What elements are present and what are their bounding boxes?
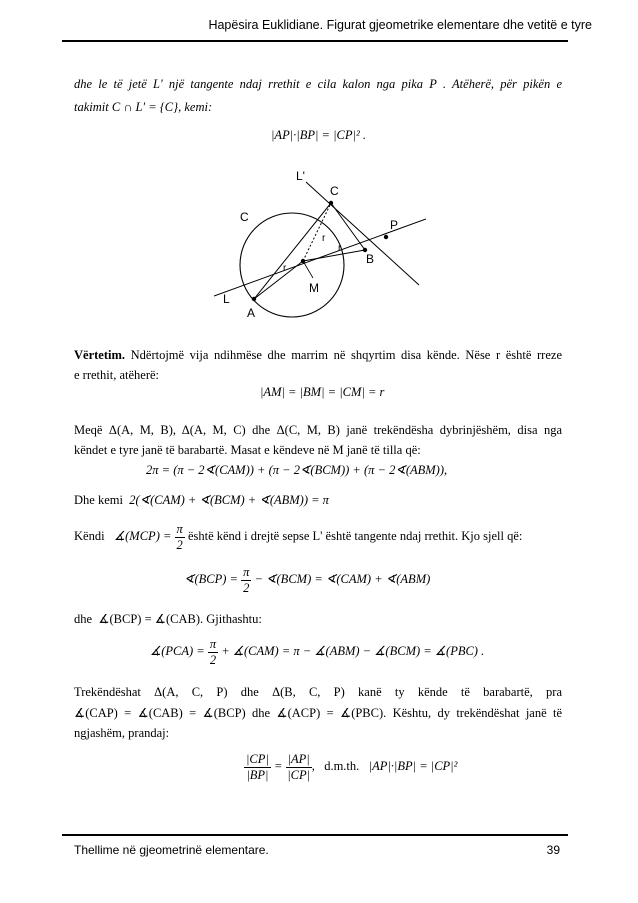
label-Lp: L' [296,169,305,183]
label-r-1: r [322,233,326,244]
dhe-kemi-equation: 2(∢(CAM) + ∢(BCM) + ∢(ABM)) = π [129,493,329,507]
segment-MB [303,250,365,261]
dhe-line [74,609,562,629]
label-B: B [366,252,375,266]
kendi-label: Këndi [74,529,105,543]
meqe-line-2: këndet e tyre janë të barabartë. Masat e këndeve në M janë të tilla që: [74,443,421,457]
main-equation: |AP|·|BP| = |CP|² . [271,128,366,142]
final-fraction-1 [244,752,271,783]
proof-line-2: e rrethit, atëherë: [74,368,160,382]
eq-bcp-rhs: − ∢(BCM) = ∢(CAM) + ∢(ABM) [254,572,431,586]
kendi-lhs: ∡(MCP) = [113,529,172,543]
label-L: L [223,292,230,306]
point-M [301,259,305,263]
kendi-line [74,520,562,553]
label-M: M [309,281,319,295]
proof-line-1 [74,345,562,365]
label-C-point: C [330,184,339,198]
dhe-label: dhe [74,612,93,626]
segment-AC [254,203,331,299]
final-comma: , [311,759,315,773]
footer-rule [62,834,568,836]
trekendeshat-line-3: ngjashëm, prandaj: [74,726,170,740]
dhe-kemi-label: Dhe kemi [74,493,123,507]
eq-pca-den: 2 [209,652,217,667]
final-fraction-2 [286,752,312,783]
proof-line-1-text: Ndërtojmë vija ndihmëse dhe marrim në shqyrtim disa kënde. Nëse r është rreze [125,348,562,362]
final-equals: = [273,759,283,773]
eq-bcp-fraction [241,565,251,596]
label-P: P [390,218,399,232]
final-num-2: |AP| [287,751,310,766]
label-pointer-M [303,261,313,278]
segment-MA [254,261,303,299]
equation-pca [150,635,484,668]
trekendeshat-line-2: ∡(CAP) = ∡(CAB) = ∡(BCP) dhe ∡(ACP) = ∡(PBC). Kështu, dy trekëndëshat janë të [74,706,562,720]
equation-radii: |AM| = |BM| = |CM| = r [260,385,385,399]
eq-pca-rhs: + ∡(CAM) = π − ∡(ABM) − ∡(BCM) = ∡(PBC) . [221,644,485,658]
final-equation [244,746,457,786]
running-header: Hapësira Euklidiane. Figurat gjeometrike elementare dhe vetitë e tyre [208,18,592,32]
final-dmth: d.m.th. [324,759,360,773]
meqe-line-1: Meqë Δ(A, M, B), Δ(A, M, C) dhe Δ(C, M, B) janë trekëndësha dybrinjëshëm, disa nga [74,423,562,437]
footer-title: Thellime në gjeometrinë elementare. [74,843,269,857]
point-C [329,201,333,205]
kendi-num: π [176,521,183,536]
eq-bcp-num: π [243,564,250,579]
label-circle: C [240,210,249,224]
eq-bcp-den: 2 [243,580,250,595]
intro-line-1: dhe le të jetë L' një tangente ndaj rrethit e cila kalon nga pika P . Atëherë, për pikën e [74,77,562,91]
label-r-3: r [283,263,287,274]
equation-2pi: 2π = (π − 2∢(CAM)) + (π − 2∢(BCM)) + (π − 2∢(ABM)), [146,463,448,477]
footer [74,843,560,857]
segment-CB [331,203,365,250]
final-den-2: |CP| [287,767,311,782]
point-A [252,297,256,301]
circle [240,213,344,317]
dhe-kemi-line [74,490,562,510]
eq-pca-num: π [209,636,217,651]
geometry-figure [214,165,426,325]
dhe-equation: ∡(BCP) = ∡(CAB). Gjithashtu: [98,612,262,626]
label-r-2: r [338,243,342,254]
trekendeshat-line-1: Trekëndëshat Δ(A, C, P) dhe Δ(B, C, P) kanë ty kënde të barabartë, pra [74,685,562,699]
kendi-rest: është kënd i drejtë sepse L' është tangente ndaj rrethit. Kjo sjell që: [187,529,523,543]
eq-bcp-lhs: ∢(BCP) = [184,572,238,586]
eq-pca-lhs: ∡(PCA) = [150,644,205,658]
label-A: A [247,306,256,320]
kendi-fraction [175,522,185,553]
point-P [384,235,388,239]
final-result: |AP|·|BP| = |CP|² [368,759,458,773]
final-num-1: |CP| [246,751,269,766]
page-number: 39 [546,843,560,857]
kendi-den: 2 [176,537,183,552]
proof-heading: Vërtetim. [74,348,126,362]
final-den-1: |BP| [246,767,269,782]
header-rule [62,40,568,42]
eq-pca-fraction [208,637,218,668]
intro-line-2: takimit C ∩ L' = {C}, kemi: [74,100,213,114]
equation-bcp [184,563,430,596]
